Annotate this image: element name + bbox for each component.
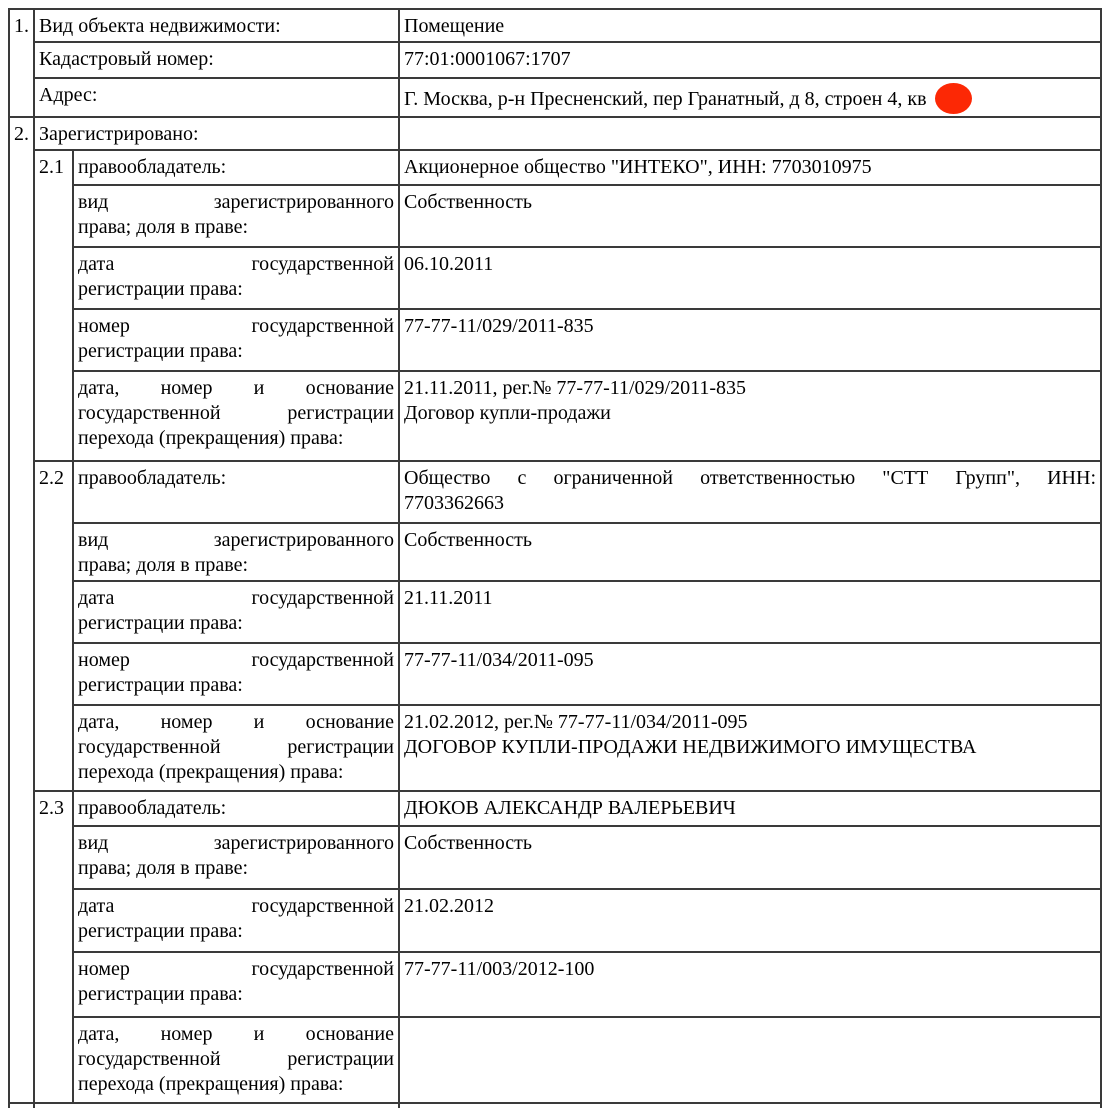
table-row [9, 78, 1101, 117]
table-row [9, 150, 1101, 185]
table-row [9, 1017, 1101, 1103]
owner-3-reg-date-label: дата государственной регистрации права: [73, 889, 399, 952]
owner-2-transfer-value: 21.02.2012, рег.№ 77-77-11/034/2011-095 ДОГОВОР КУПЛИ-ПРОДАЖИ НЕДВИЖИМОГО ИМУЩЕСТВА [399, 705, 1101, 791]
table-row [9, 9, 1101, 42]
property-type-value: Помещение [399, 9, 1101, 42]
table-row [9, 581, 1101, 643]
owner-2-reg-number-value: 77-77-11/034/2011-095 [399, 643, 1101, 705]
table-row [9, 185, 1101, 247]
table-row [9, 117, 1101, 150]
owner-1-reg-date-value: 06.10.2011 [399, 247, 1101, 309]
owner-2-reg-date-value: 21.11.2011 [399, 581, 1101, 643]
owner-1-reg-number-label: номер государственной регистрации права: [73, 309, 399, 371]
owner-3-right-type-label: вид зарегистрированного права; доля в праве: [73, 826, 399, 889]
address-text: Г. Москва, р-н Пресненский, пер Гранатный, д 8, строен 4, кв [404, 88, 927, 110]
property-type-label: Вид объекта недвижимости: [34, 9, 399, 42]
owner-3-number: 2.3 [34, 791, 73, 1103]
owner-1-number: 2.1 [34, 150, 73, 461]
table-row [9, 889, 1101, 952]
owner-3-holder-value: ДЮКОВ АЛЕКСАНДР ВАЛЕРЬЕВИЧ [399, 791, 1101, 826]
table-row [9, 1103, 1101, 1108]
owner-1-holder-value: Акционерное общество "ИНТЕКО", ИНН: 7703010975 [399, 150, 1101, 185]
owner-2-number: 2.2 [34, 461, 73, 791]
address-label: Адрес: [34, 78, 399, 117]
owner-2-right-type-label: вид зарегистрированного права; доля в праве: [73, 523, 399, 581]
owner-2-right-type-value: Собственность [399, 523, 1101, 581]
owner-1-holder-label: правообладатель: [73, 150, 399, 185]
owner-2-reg-number-label: номер государственной регистрации права: [73, 643, 399, 705]
owner-3-reg-date-value: 21.02.2012 [399, 889, 1101, 952]
owner-1-right-type-label: вид зарегистрированного права; доля в праве: [73, 185, 399, 247]
next-row-label-cell [34, 1103, 399, 1108]
table-row [9, 791, 1101, 826]
owner-2-reg-date-label: дата государственной регистрации права: [73, 581, 399, 643]
table-row [9, 826, 1101, 889]
owner-2-transfer-label: дата, номер и основание государственной регистрации перехода (прекращения) права: [73, 705, 399, 791]
redaction-marker [935, 83, 972, 114]
owner-3-transfer-label: дата, номер и основание государственной регистрации перехода (прекращения) права: [73, 1017, 399, 1103]
owner-3-reg-number-label: номер государственной регистрации права: [73, 952, 399, 1017]
owner-2-holder-value: Общество с ограниченной ответственностью "СТТ Групп", ИНН: 7703362663 [399, 461, 1101, 523]
table-row [9, 952, 1101, 1017]
owner-1-transfer-value: 21.11.2011, рег.№ 77-77-11/029/2011-835 Договор купли-продажи [399, 371, 1101, 461]
owner-1-reg-number-value: 77-77-11/029/2011-835 [399, 309, 1101, 371]
property-registry-table [8, 8, 1102, 1108]
cadastral-number-value: 77:01:0001067:1707 [399, 42, 1101, 78]
registered-label: Зарегистрировано: [34, 117, 399, 150]
section-1-number: 1. [9, 9, 34, 117]
owner-1-reg-date-label: дата государственной регистрации права: [73, 247, 399, 309]
next-row-value-cell [399, 1103, 1101, 1108]
table-row [9, 371, 1101, 461]
table-row [9, 643, 1101, 705]
owner-2-holder-label: правообладатель: [73, 461, 399, 523]
owner-1-right-type-value: Собственность [399, 185, 1101, 247]
owner-3-transfer-value [399, 1017, 1101, 1103]
owner-3-right-type-value: Собственность [399, 826, 1101, 889]
table-row [9, 309, 1101, 371]
address-value [399, 78, 1101, 117]
registered-value-empty [399, 117, 1101, 150]
table-row [9, 705, 1101, 791]
owner-3-reg-number-value: 77-77-11/003/2012-100 [399, 952, 1101, 1017]
table-row [9, 247, 1101, 309]
owner-1-transfer-label: дата, номер и основание государственной регистрации перехода (прекращения) права: [73, 371, 399, 461]
owner-3-holder-label: правообладатель: [73, 791, 399, 826]
section-2-number: 2. [9, 117, 34, 1103]
table-row [9, 461, 1101, 523]
next-section-number-cell [9, 1103, 34, 1108]
table-row [9, 523, 1101, 581]
cadastral-number-label: Кадастровый номер: [34, 42, 399, 78]
table-row [9, 42, 1101, 78]
